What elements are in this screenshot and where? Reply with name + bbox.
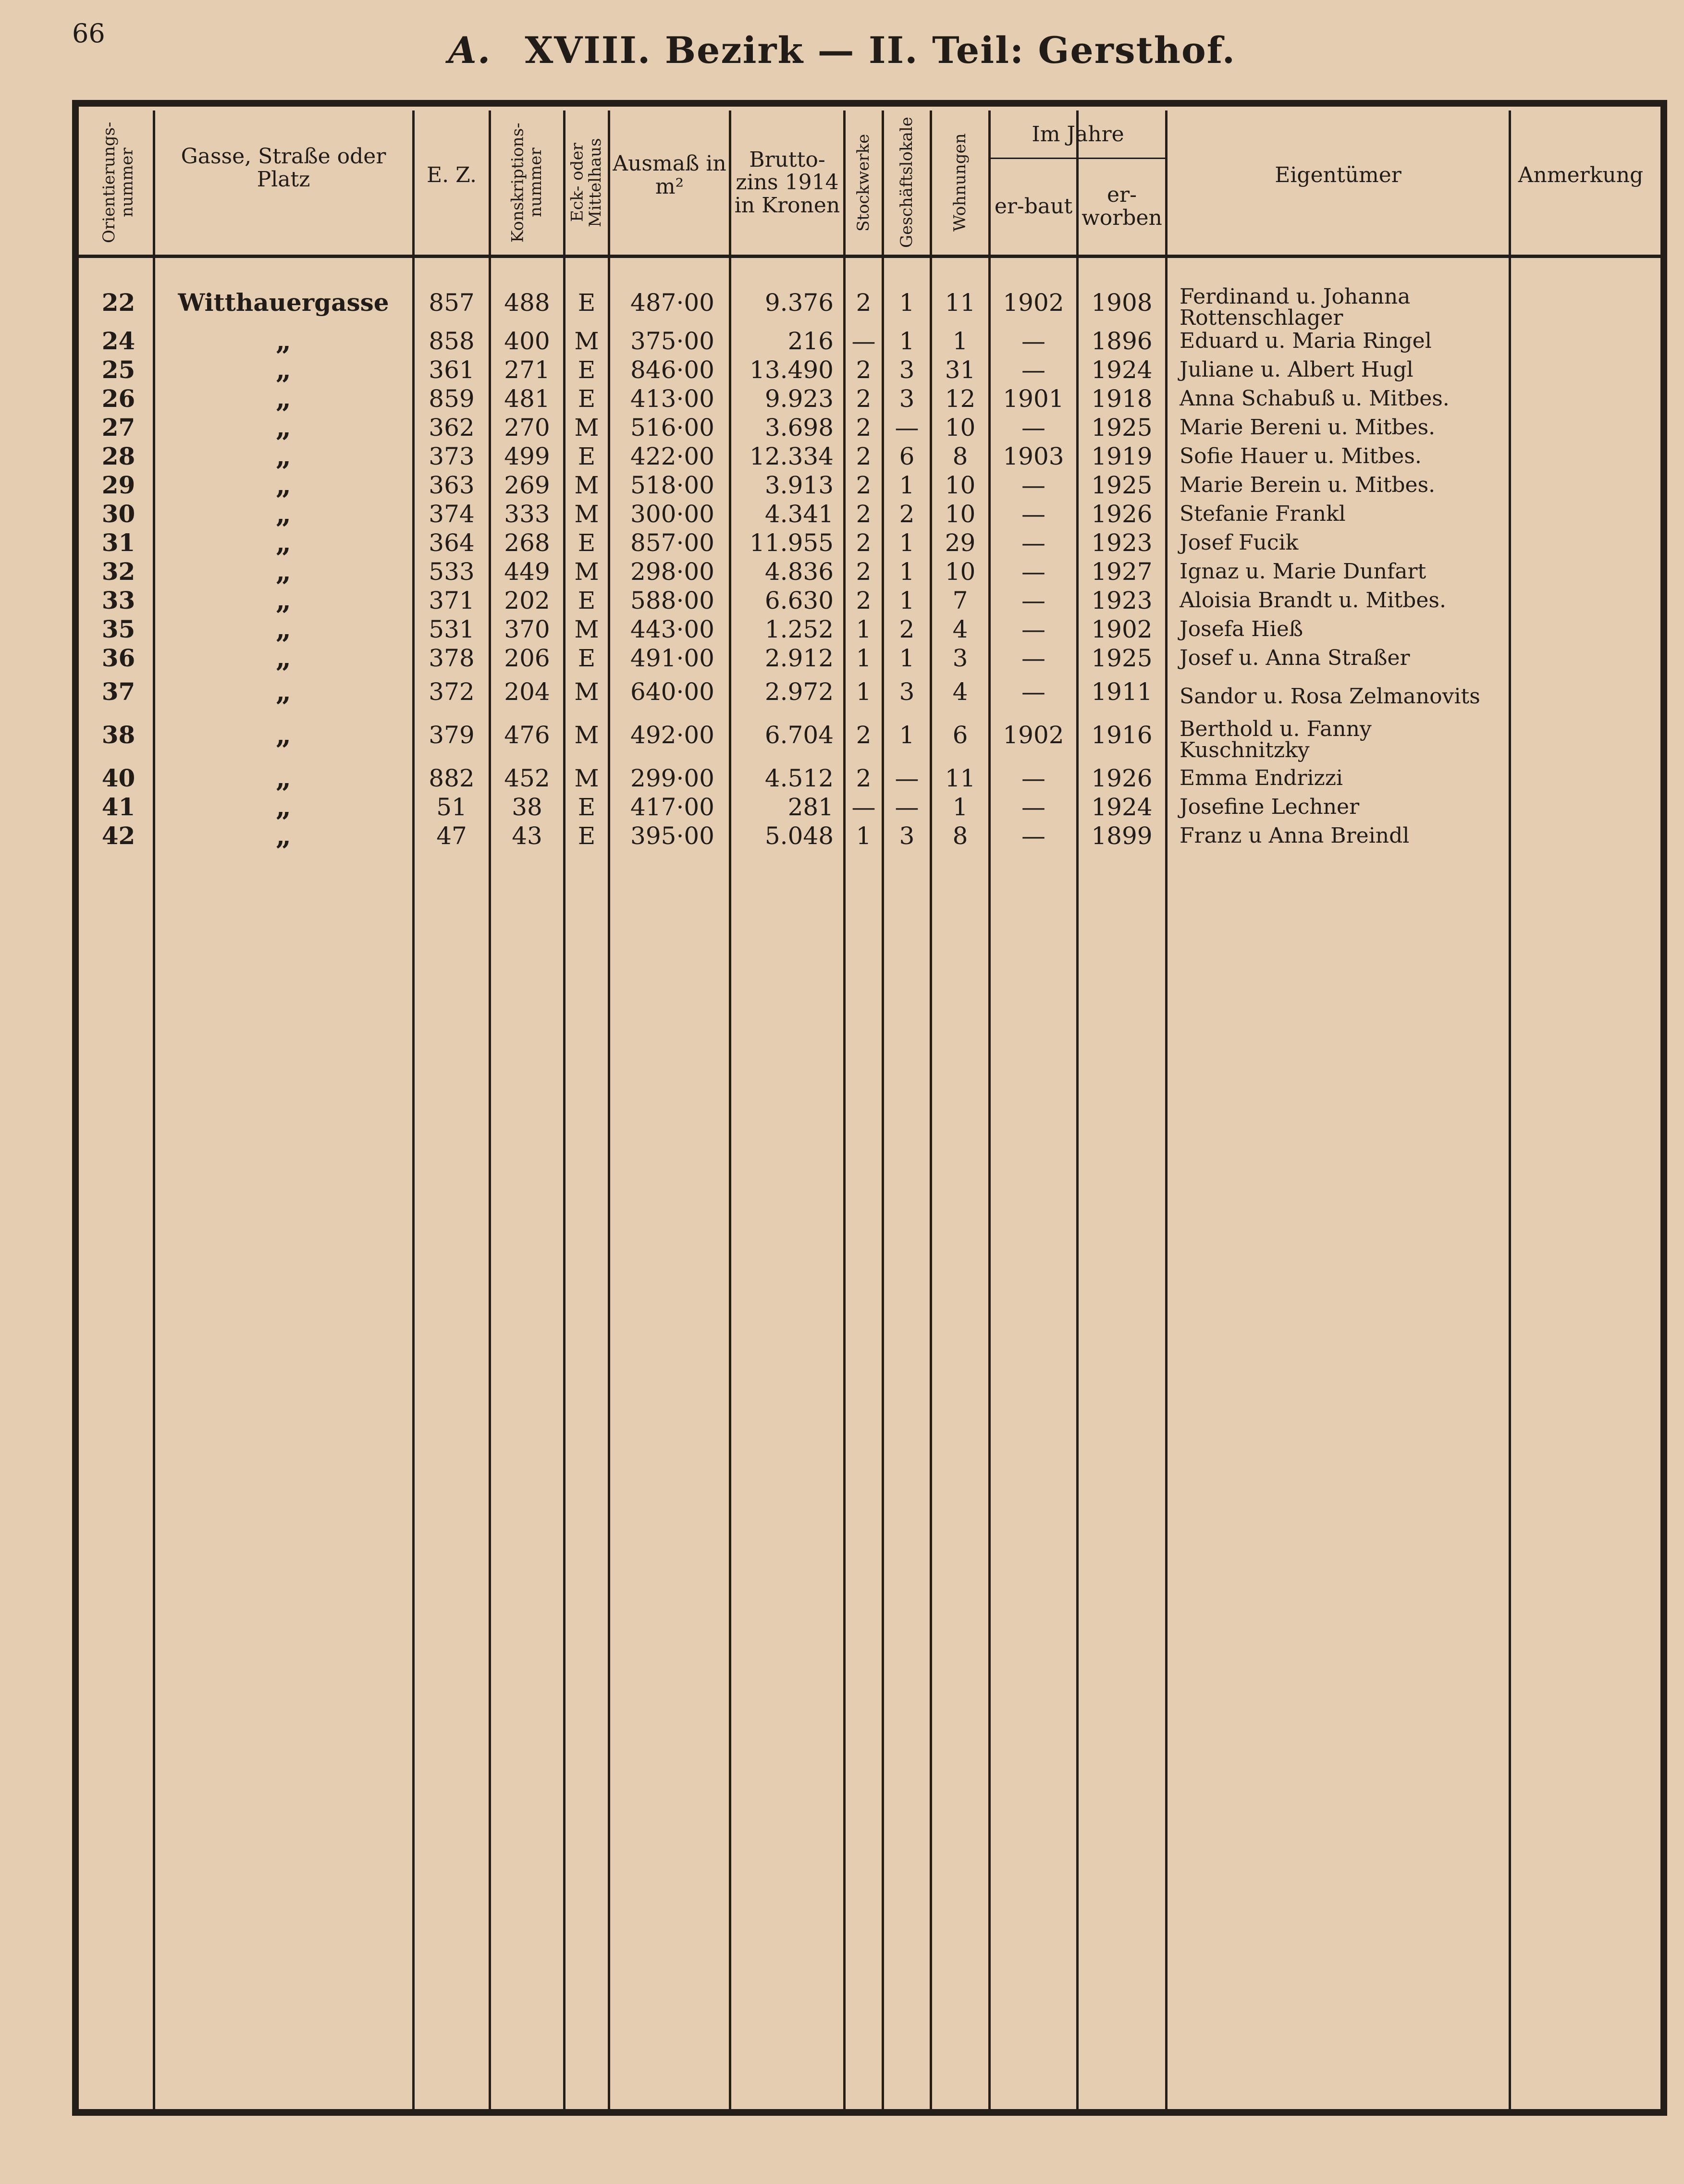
cell-em: E [578,529,596,557]
cell-built: — [1021,822,1045,850]
cell-shops: 2 [899,615,915,643]
cell-shops: 1 [899,587,915,614]
header-acquired: er-worben [1082,183,1162,230]
cell-area: 516·00 [630,414,714,442]
cell-flats: 7 [952,587,968,614]
cell-area: 298·00 [630,558,714,586]
cell-floors: 2 [856,558,872,586]
cell-shops: 1 [899,558,915,586]
cell-built: 1901 [1003,385,1064,413]
cell-area: 518·00 [630,471,714,499]
cell-onr: 36 [101,644,135,672]
cell-floors: 2 [856,356,872,384]
cell-knr: 370 [504,615,550,643]
cell-owner: Sofie Hauer u. Mitbes. [1180,444,1422,468]
cell-street: „ [275,325,292,357]
cell-flats: 8 [952,442,968,470]
cell-street: „ [275,469,292,501]
cell-street: „ [275,354,292,386]
cell-owner: Eduard u. Maria Ringel [1180,329,1432,353]
header-rent: Brutto-zins 1914 in Kronen [734,147,840,218]
cell-shops: — [895,793,919,821]
cell-onr: 25 [101,356,135,384]
cell-owner: Stefanie Frankl [1180,502,1346,526]
cell-area: 299·00 [630,764,714,792]
cell-knr: 476 [504,721,550,749]
cell-area: 857·00 [630,529,714,557]
cell-rent: 9.376 [764,289,834,317]
cell-shops: 3 [899,678,915,706]
cell-onr: 28 [101,442,135,470]
cell-flats: 1 [952,327,968,355]
cell-em: M [574,764,599,792]
cell-flats: 10 [945,471,976,499]
cell-street: „ [275,585,292,616]
cell-acquired: 1896 [1091,327,1153,355]
cell-em: M [574,414,599,442]
cell-built: — [1021,678,1045,706]
cell-onr: 32 [101,557,135,586]
cell-ez: 882 [429,764,475,792]
cell-ez: 378 [429,644,475,672]
cell-street: „ [275,676,292,708]
cell-em: M [574,678,599,706]
cell-ez: 373 [429,442,475,470]
cell-built: — [1021,414,1045,442]
cell-owner: Marie Bereni u. Mitbes. [1180,415,1436,440]
cell-built: — [1021,356,1045,384]
cell-built: — [1021,793,1045,821]
cell-onr: 31 [101,528,135,557]
cell-floors: 2 [856,721,872,749]
cell-flats: 6 [952,721,968,749]
column-rule [1165,110,1168,2109]
cell-street: „ [275,441,292,472]
cell-flats: 4 [952,678,968,706]
cell-acquired: 1911 [1091,678,1153,706]
cell-built: — [1021,471,1045,499]
cell-shops: 3 [899,822,915,850]
header-floors: Stockwerke [853,134,873,232]
cell-onr: 35 [101,615,135,643]
cell-ez: 51 [436,793,467,821]
cell-onr: 29 [101,471,135,499]
cell-rent: 6.704 [764,721,834,749]
cell-area: 395·00 [630,822,714,850]
cell-shops: 1 [899,471,915,499]
cell-street: Witthauergasse [178,288,389,317]
cell-rent: 4.341 [764,500,834,528]
cell-onr: 37 [101,677,135,706]
cell-em: E [578,644,596,672]
cell-rent: 2.972 [764,678,834,706]
cell-floors: 2 [856,587,872,614]
header-rule [79,255,1660,258]
cell-onr: 38 [101,721,135,749]
cell-em: E [578,822,596,850]
header-owner: Eigentümer [1275,163,1401,188]
page-number: 66 [72,18,105,49]
cell-flats: 1 [952,793,968,821]
cell-built: — [1021,500,1045,528]
cell-flats: 10 [945,558,976,586]
cell-rent: 12.334 [750,442,834,470]
title-prefix: A. [448,29,492,72]
cell-street: „ [275,613,292,645]
cell-owner: Emma Endrizzi [1180,766,1343,790]
cell-shops: 1 [899,644,915,672]
cell-knr: 202 [504,587,550,614]
cell-floors: — [851,327,876,355]
cell-shops: 1 [899,327,915,355]
cell-shops: 3 [899,385,915,413]
cell-ez: 531 [429,615,475,643]
cell-rent: 5.048 [764,822,834,850]
cell-floors: 2 [856,414,872,442]
cell-acquired: 1927 [1091,558,1153,586]
cell-built: — [1021,644,1045,672]
cell-rent: 13.490 [750,356,834,384]
title-text: XVIII. Bezirk — II. Teil: Gersthof. [525,29,1236,72]
cell-onr: 41 [101,793,135,821]
cell-acquired: 1919 [1091,442,1153,470]
cell-owner: Josef u. Anna Straßer [1180,646,1410,670]
cell-floors: 2 [856,289,872,317]
cell-acquired: 1923 [1091,529,1153,557]
cell-built: — [1021,327,1045,355]
cell-flats: 11 [945,764,976,792]
cell-owner: Marie Berein u. Mitbes. [1180,473,1436,497]
cell-built: — [1021,558,1045,586]
cell-rent: 4.836 [764,558,834,586]
cell-acquired: 1916 [1091,721,1153,749]
cell-rent: 1.252 [764,615,834,643]
cell-owner: Anna Schabuß u. Mitbes. [1180,386,1450,411]
cell-floors: 1 [856,615,872,643]
cell-owner: Josefine Lechner [1180,795,1360,819]
cell-owner: Sandor u. Rosa Zelmanovits [1180,684,1480,709]
cell-built: 1903 [1003,442,1064,470]
cell-shops: 3 [899,356,915,384]
cell-knr: 204 [504,678,550,706]
cell-street: „ [275,383,292,415]
cell-street: „ [275,762,292,794]
cell-flats: 8 [952,822,968,850]
cell-flats: 29 [945,529,976,557]
cell-shops: 1 [899,289,915,317]
cell-flats: 12 [945,385,976,413]
cell-built: — [1021,529,1045,557]
cell-shops: — [895,414,919,442]
cell-knr: 481 [504,385,550,413]
cell-ez: 379 [429,721,475,749]
header-built: er-baut [994,194,1073,219]
cell-owner: Berthold u. Fanny Kuschnitzky [1180,717,1372,762]
cell-floors: 2 [856,385,872,413]
cell-knr: 400 [504,327,550,355]
cell-shops: 1 [899,721,915,749]
cell-area: 491·00 [630,644,714,672]
cell-knr: 271 [504,356,550,384]
cell-built: — [1021,615,1045,643]
cell-flats: 31 [945,356,976,384]
cell-em: E [578,793,596,821]
cell-em: M [574,721,599,749]
cell-em: E [578,385,596,413]
cell-floors: 1 [856,678,872,706]
cell-area: 640·00 [630,678,714,706]
cell-knr: 488 [504,289,550,317]
cell-knr: 499 [504,442,550,470]
cell-owner: Juliane u. Albert Hugl [1180,357,1414,382]
cell-ez: 364 [429,529,475,557]
cell-street: „ [275,527,292,559]
cell-ez: 372 [429,678,475,706]
page-title [0,29,1684,72]
cell-area: 413·00 [630,385,714,413]
cell-ez: 859 [429,385,475,413]
cell-em: E [578,356,596,384]
cell-knr: 269 [504,471,550,499]
cell-built: 1902 [1003,721,1064,749]
header-orientation-number: Orientierungs-nummer [99,122,137,244]
cell-knr: 43 [512,822,542,850]
cell-onr: 22 [101,288,135,317]
cell-floors: 2 [856,471,872,499]
header-conscription-number: Konskriptions-nummer [508,123,545,243]
cell-area: 375·00 [630,327,714,355]
header-ez: E. Z. [427,163,477,188]
cell-area: 487·00 [630,289,714,317]
cell-floors: 1 [856,644,872,672]
cell-knr: 452 [504,764,550,792]
cell-ez: 362 [429,414,475,442]
cell-rent: 2.912 [764,644,834,672]
cell-built: — [1021,764,1045,792]
cell-acquired: 1926 [1091,500,1153,528]
cell-rent: 3.913 [764,471,834,499]
header-street: Gasse, Straße oder Platz [181,144,386,192]
cell-ez: 857 [429,289,475,317]
cell-acquired: 1902 [1091,615,1153,643]
year-header-rule [988,158,1165,159]
cell-flats: 11 [945,289,976,317]
cell-street: „ [275,498,292,530]
header-flats: Wohnungen [950,133,970,232]
cell-street: „ [275,791,292,823]
cell-area: 588·00 [630,587,714,614]
cell-floors: 1 [856,822,872,850]
cell-rent: 9.923 [764,385,834,413]
cell-acquired: 1926 [1091,764,1153,792]
cell-owner: Franz u Anna Breindl [1180,823,1410,848]
cell-onr: 26 [101,384,135,413]
cell-rent: 4.512 [764,764,834,792]
cell-shops: 1 [899,529,915,557]
cell-area: 846·00 [630,356,714,384]
cell-knr: 268 [504,529,550,557]
cell-floors: — [851,793,876,821]
cell-acquired: 1925 [1091,414,1153,442]
cell-em: M [574,500,599,528]
cell-onr: 27 [101,413,135,442]
cell-owner: Aloisia Brandt u. Mitbes. [1180,588,1446,613]
cell-knr: 206 [504,644,550,672]
header-remark: Anmerkung [1518,163,1644,188]
cell-flats: 10 [945,414,976,442]
cell-ez: 858 [429,327,475,355]
cell-em: M [574,471,599,499]
cell-knr: 449 [504,558,550,586]
cell-ez: 371 [429,587,475,614]
cell-acquired: 1924 [1091,356,1153,384]
cell-em: E [578,442,596,470]
cell-onr: 33 [101,586,135,614]
cell-em: M [574,615,599,643]
cell-em: M [574,558,599,586]
cell-owner: Ignaz u. Marie Dunfart [1180,559,1426,584]
cell-area: 492·00 [630,721,714,749]
cell-ez: 363 [429,471,475,499]
cell-ez: 47 [436,822,467,850]
header-corner-or-middle: Eck- oder Mittelhaus [567,138,605,227]
cell-ez: 361 [429,356,475,384]
header-year: Im Jahre [1032,122,1124,147]
cell-floors: 2 [856,764,872,792]
cell-ez: 374 [429,500,475,528]
cell-knr: 38 [512,793,542,821]
cell-street: „ [275,642,292,674]
header-shops: Geschäftslokale [897,117,916,248]
cell-owner: Josefa Hieß [1180,617,1303,641]
cell-street: „ [275,719,292,751]
cell-street: „ [275,820,292,852]
cell-em: M [574,327,599,355]
cell-shops: 2 [899,500,915,528]
cell-area: 443·00 [630,615,714,643]
cell-area: 422·00 [630,442,714,470]
cell-acquired: 1923 [1091,587,1153,614]
cell-owner: Josef Fucik [1180,530,1299,555]
cell-ez: 533 [429,558,475,586]
cell-street: „ [275,412,292,443]
cell-acquired: 1918 [1091,385,1153,413]
cell-floors: 2 [856,529,872,557]
cell-floors: 2 [856,500,872,528]
cell-rent: 11.955 [750,529,834,557]
cell-onr: 42 [101,822,135,850]
cell-owner: Ferdinand u. Johanna Rottenschlager [1180,284,1411,330]
cell-flats: 10 [945,500,976,528]
cell-onr: 30 [101,500,135,528]
column-rule [1509,110,1511,2109]
cell-floors: 2 [856,442,872,470]
cell-area: 417·00 [630,793,714,821]
cell-acquired: 1925 [1091,644,1153,672]
cell-onr: 24 [101,327,135,355]
cell-knr: 270 [504,414,550,442]
cell-shops: 6 [899,442,915,470]
cell-onr: 40 [101,764,135,792]
cell-area: 300·00 [630,500,714,528]
cell-em: E [578,289,596,317]
cell-em: E [578,587,596,614]
cell-acquired: 1924 [1091,793,1153,821]
cell-built: 1902 [1003,289,1064,317]
cell-acquired: 1925 [1091,471,1153,499]
cell-acquired: 1899 [1091,822,1153,850]
cell-flats: 3 [952,644,968,672]
cell-knr: 333 [504,500,550,528]
cell-street: „ [275,556,292,588]
cell-acquired: 1908 [1091,289,1153,317]
cell-rent: 216 [787,327,834,355]
cell-built: — [1021,587,1045,614]
cell-flats: 4 [952,615,968,643]
cell-rent: 3.698 [764,414,834,442]
header-area: Ausmaß in m² [613,151,726,199]
cell-shops: — [895,764,919,792]
cell-rent: 281 [787,793,834,821]
cell-rent: 6.630 [764,587,834,614]
